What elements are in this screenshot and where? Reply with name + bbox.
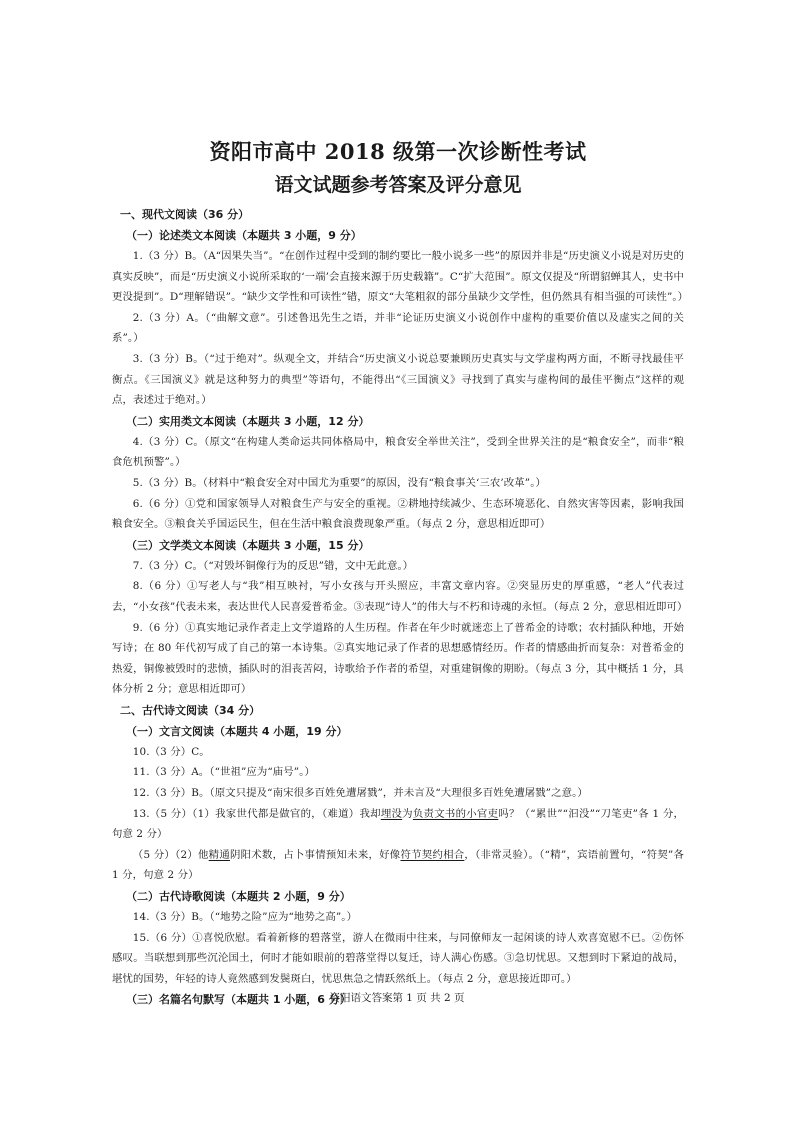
answer-q6: 6.（6 分）①党和国家领导人对粮食生产与安全的重视。②耕地持续减少、生态环境恶化、自然灾害等因素，影响我国粮食安全。③粮食关乎国运民生，但在生活中粮食浪费现象严重。（每点 2 分，意思相近即可） [112,497,684,531]
answer-q12: 12.（3 分）B。（原文只提及“南宋很多百姓免遭屠戮”，并未言及“大理很多百姓免遭屠戮”之意。） [132,787,588,800]
q13-part2-text-end: ，（非常灵验）。（“精”，宾语前置句，“符契”各 1 分，句意 2 分） [112,848,684,882]
answer-q11: 11.（3 分）A。（“世祖”应为“庙号”。） [132,766,315,779]
answer-q4: 4.（3 分）C。（原文“在构建人类命运共同体格局中，粮食安全举世关注”，受到全世界关注的是“粮食安全”，而非“粮食危机预警”。） [112,435,684,469]
answer-q9: 9.（6 分）①真实地记录作者走上文学道路的人生历程。作者在年少时就迷恋上了普希金的诗歌；农村插队种地，开始写诗；在 80 年代初写成了自己的第一本诗集。②真实地记录了作者的思想感情经历。作者的情感曲折而复杂：对普希金的热爱，铜像被毁时的悲愤，插队时的泪丧苦闷，诗歌给予作者的希望，对重建铜像的期盼。（每点 3 分，其中概括 1 分，具体分析 2 分；意思相近即可） [112,621,684,696]
q13-part1-text: 13.（5 分）（1）我家世代都是做官的，（难道）我却 [132,807,381,820]
subsection-heading-poetry: （二）古代诗歌阅读（本题共 2 小题，9 分） [126,890,351,904]
q13-part1-text-mid: 为 [402,807,413,820]
q13-part2-underlined-2: 符节契约相合 [400,848,465,861]
q13-part2-text-mid: 阴阳术数，占卜事情预知未来，好像 [229,848,401,861]
answer-q7: 7.（3 分）C。（“对毁坏铜像行为的反思”错，文中无此意。） [132,559,414,572]
answer-q15: 15.（6 分）①喜悦欣慰。看着新修的碧落堂，游人在微雨中往来，与同僚师友一起闲谈的诗人欢喜宽慰不已。②伤怀感叹。当联想到那些沉沦国土，何时才能如眼前的碧落堂得以复迁，诗人满心伤感。③急切忧思。又想到时下紧迫的战局，堪忧的国势，年轻的诗人竟然感到发鬓斑白，忧思焦急之情跃然纸上。（每点 2 分，意思接近即可。） [112,931,684,985]
answer-q13-part1 [112,804,684,845]
page-footer: 资阳语文答案第 1 页 共 2 页 [329,992,465,1004]
section-heading-modern-reading: 一、现代文阅读（36 分） [120,208,250,221]
answer-q5: 5.（3 分）B。（材料中“粮食安全对中国尤为重要”的原因，没有“粮食事关‘三农’改革”。） [132,476,546,489]
answer-q2: 2.（3 分）A。（“曲解文意”。引述鲁迅先生之语，并非“论证历史演义小说创作中虚构的重要价值以及虚实之间的关系”。） [112,311,684,345]
subsection-heading-classical-prose: （一）文言文阅读（本题共 4 小题，19 分） [126,724,348,738]
subsection-heading-recitation: （三）名篇名句默写（本题共 1 小题，6 分） [126,993,351,1007]
answer-q3: 3.（3 分）B。（“过于绝对”。纵观全文，并结合“历史演义小说总要兼顾历史真实与文学虚构两方面，不断寻找最佳平衡点。《三国演义》就是这种努力的典型”等语句，不能得出“《三国演义》寻找到了真实与虚构间的最佳平衡点”这样的观点，表述过于绝对。） [112,352,684,407]
q13-part1-text-end: 吗？（“累世”“汩没”“刀笔吏”各 1 分，句意 2 分） [112,807,684,841]
subsection-heading-practical: （二）实用类文本阅读（本题共 3 小题，12 分） [126,414,370,428]
answer-q13-part2 [112,845,684,886]
section-heading-classical-reading: 二、古代诗文阅读（34 分） [120,703,261,717]
answer-q14: 14.（3 分）B。（“地势之险”应为“地势之高”。） [132,911,358,924]
q13-part1-underlined-2: 负责文书的小官吏 [412,807,499,820]
answer-q1: 1.（3 分）B。（A“因果失当”。“在创作过程中受到的制约要比一般小说多一些”的原因并非是“历史演义小说是对历史的真实反映”，而是“历史演义小说所采取的‘一端’会直接来源于历史载籍”。C“扩大范围”。原文仅提及“所谓貂蝉其人，史书中更没提到”。D“理解错误”。“缺少文学性和可读性”错，原文“大笔粗叙的部分虽缺少文学性，但仍然具有相当强的可读性”。） [112,250,689,304]
exam-title: 资阳市高中 2018 级第一次诊断性考试 [209,139,587,164]
subsection-heading-argumentative: （一）论述类文本阅读（本题共 3 小题，9 分） [126,229,362,242]
answer-q10: 10.（3 分）C。 [132,745,210,758]
subsection-heading-literary: （三）文学类文本阅读（本题共 3 小题，15 分） [126,538,370,552]
exam-subtitle: 语文试题参考答案及评分意见 [274,174,522,196]
answer-q8: 8.（6 分）①写老人与“我”相互映衬，写小女孩与开头照应，丰富文章内容。②突显历史的厚重感，“老人”代表过去，“小女孩”代表未来，表达世代人民喜爱普希金。③表现“诗人”的伟大与不朽和诗魂的永恒。（每点 2 分，意思相近即可） [112,580,688,613]
q13-part1-underlined-1: 埋没 [380,807,403,820]
q13-part2-underlined-1: 精通 [208,848,230,861]
q13-part2-text: （5 分）（2）他 [132,848,209,861]
document-content [112,138,689,1010]
